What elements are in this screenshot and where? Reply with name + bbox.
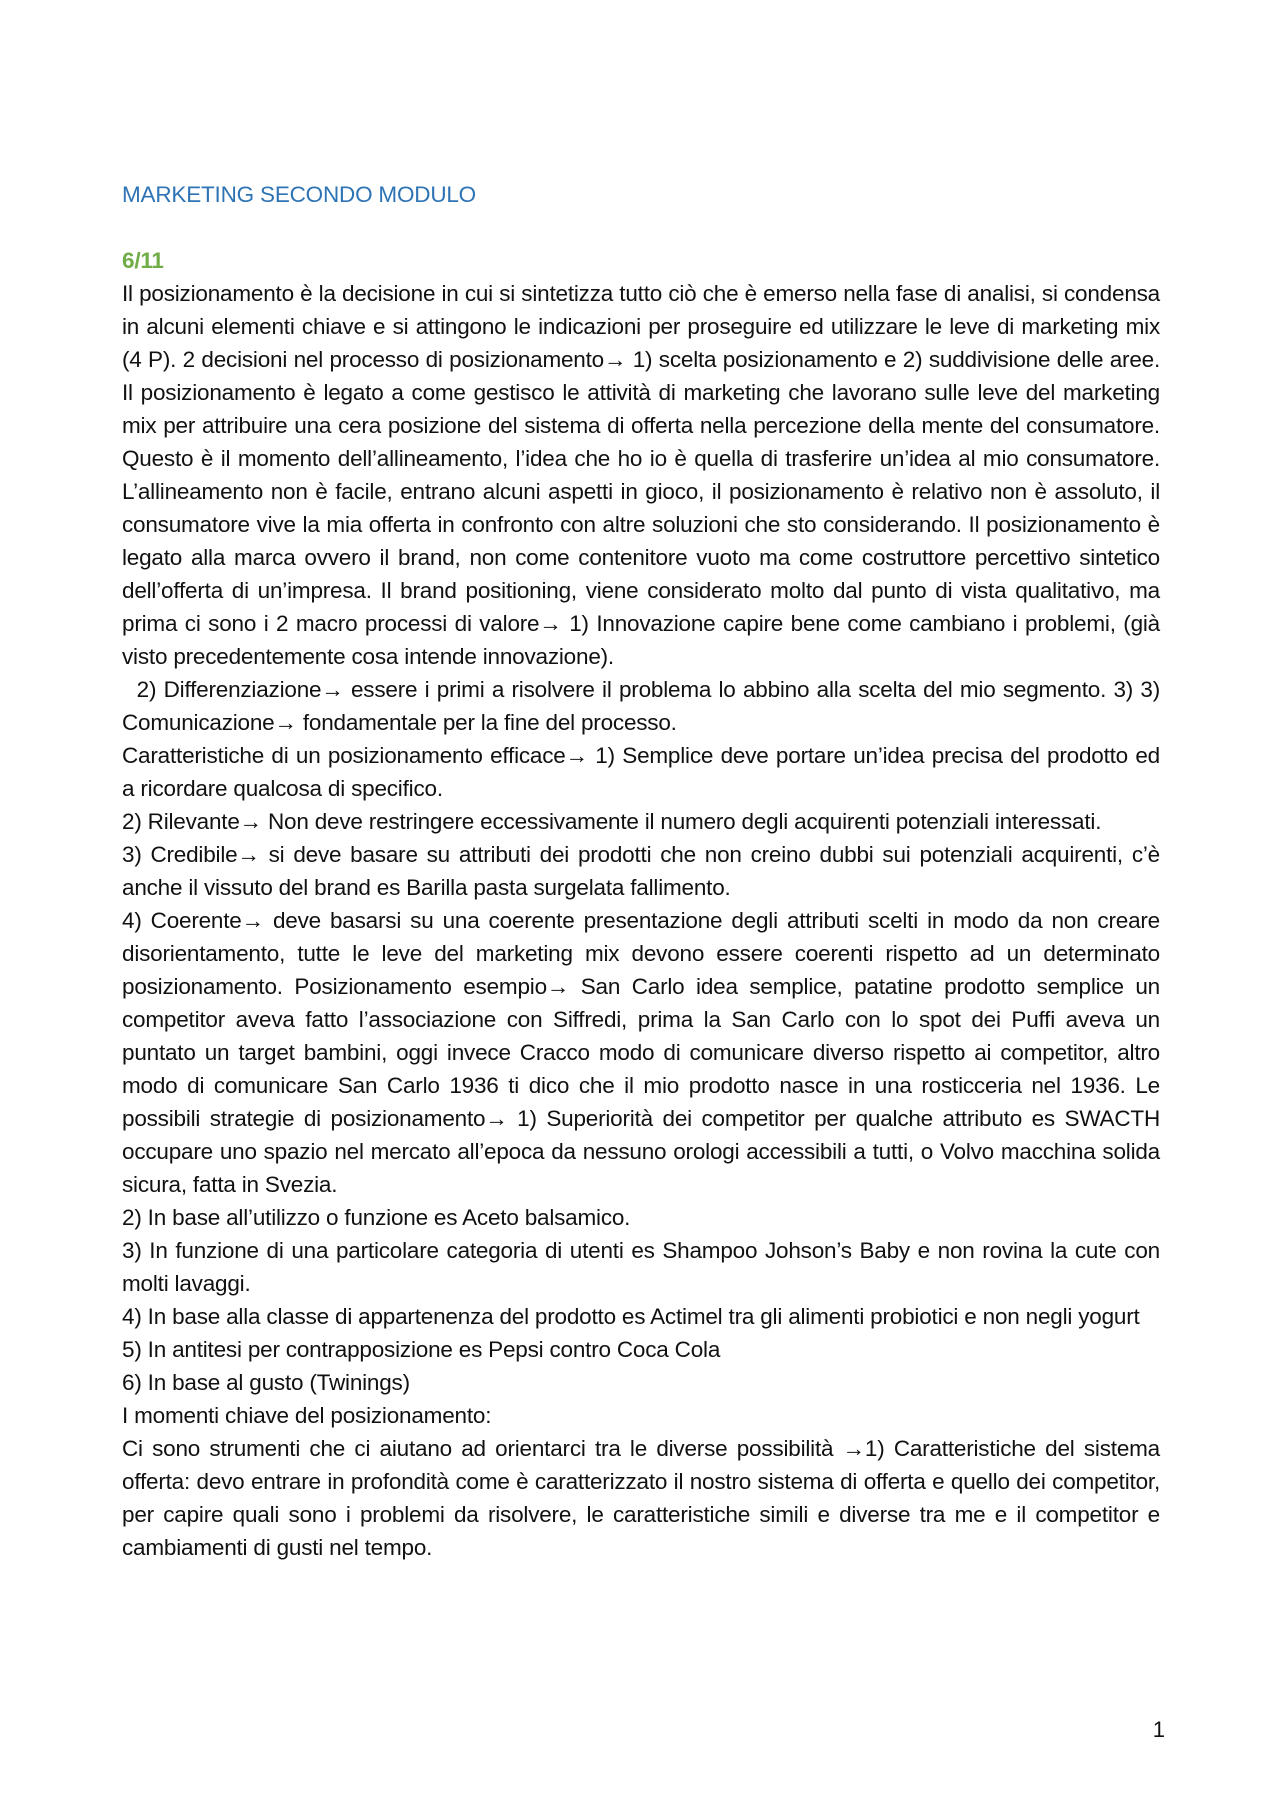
paragraph-momenti-chiave: I momenti chiave del posizionamento:	[122, 1403, 492, 1428]
paragraph-strategy-6: 6) In base al gusto (Twinings)	[122, 1370, 410, 1395]
paragraph-strategy-2: 2) In base all’utilizzo o funzione es Aceto balsamico.	[122, 1205, 631, 1230]
paragraph-strumenti: Ci sono strumenti che ci aiutano ad orientarci tra le diverse possibilità →1) Caratteristiche del sistema offerta: devo entrare in profondità come è caratterizzato il nostro sistema di offerta e quello dei competitor, per capire quali sono i problemi da risolvere, le caratteristiche simili e diverse tra me e il competitor e cambiamenti di gusti nel tempo.	[122, 1436, 1160, 1560]
paragraph-caratteristiche: Caratteristiche di un posizionamento efficace→ 1) Semplice deve portare un’idea precisa del prodotto ed a ricordare qualcosa di specifico.	[122, 743, 1160, 801]
document-title: MARKETING SECONDO MODULO	[122, 182, 476, 207]
paragraph-coerente: 4) Coerente→ deve basarsi su una coerente presentazione degli attributi scelti in modo da non creare disorientamento, tutte le leve del marketing mix devono essere coerenti rispetto ad un determinato posizionamento. Posizionamento esempio→ San Carlo idea semplice, patatine prodotto semplice un competitor aveva fatto l’associazione con Siffredi, prima la San Carlo con lo spot dei Puffi aveva un puntato un target bambini, oggi invece Cracco modo di comunicare diverso rispetto ai competitor, altro modo di comunicare San Carlo 1936 ti dico che il mio prodotto nasce in una rosticceria nel 1936. Le possibili strategie di posizionamento→ 1) Superiorità dei competitor per qualche attributo es SWACTH occupare uno spazio nel mercato all’epoca da nessuno orologi accessibili a tutti, o Volvo macchina solida sicura, fatta in Svezia.	[122, 908, 1160, 1197]
paragraph-rilevante: 2) Rilevante→ Non deve restringere eccessivamente il numero degli acquirenti potenziali interessati.	[122, 809, 1102, 834]
date-heading: 6/11	[122, 248, 164, 273]
document-body	[122, 178, 1167, 1564]
paragraph-intro: Il posizionamento è la decisione in cui si sintetizza tutto ciò che è emerso nella fase di analisi, si condensa in alcuni elementi chiave e si attingono le indicazioni per proseguire ed utilizzare le leve di marketing mix (4 P). 2 decisioni nel processo di posizionamento→ 1) scelta posizionamento e 2) suddivisione delle aree. Il posizionamento è legato a come gestisco le attività di marketing che lavorano sulle leve del marketing mix per attribuire una cera posizione del sistema di offerta nella percezione della mente del consumatore. Questo è il momento dell’allineamento, l’idea che ho io è quella di trasferire un’idea al mio consumatore. L’allineamento non è facile, entrano alcuni aspetti in gioco, il posizionamento è relativo non è assoluto, il consumatore vive la mia offerta in confronto con altre soluzioni che sto considerando. Il posizionamento è legato alla marca ovvero il brand, non come contenitore vuoto ma come costruttore percettivo sintetico dell’offerta di un’impresa. Il brand positioning, viene considerato molto dal punto di vista qualitativo, ma prima ci sono i 2 macro processi di valore→ 1) Innovazione capire bene come cambiano i problemi, (già visto precedentemente cosa intende innovazione).	[122, 281, 1160, 669]
page-number: 1	[1152, 1717, 1165, 1742]
paragraph-credibile: 3) Credibile→ si deve basare su attributi dei prodotti che non creino dubbi sui potenziali acquirenti, c’è anche il vissuto del brand es Barilla pasta surgelata fallimento.	[122, 842, 1160, 900]
paragraph-strategy-5: 5) In antitesi per contrapposizione es Pepsi contro Coca Cola	[122, 1337, 721, 1362]
paragraph-strategy-4: 4) In base alla classe di appartenenza del prodotto es Actimel tra gli alimenti probiotici e non negli yogurt	[122, 1304, 1140, 1329]
paragraph-strategy-3: 3) In funzione di una particolare categoria di utenti es Shampoo Johson’s Baby e non rovina la cute con molti lavaggi.	[122, 1238, 1160, 1296]
paragraph-differenziazione: 2) Differenziazione→ essere i primi a risolvere il problema lo abbino alla scelta del mio segmento. 3) 3) Comunicazione→ fondamentale per la fine del processo.	[122, 677, 1167, 735]
